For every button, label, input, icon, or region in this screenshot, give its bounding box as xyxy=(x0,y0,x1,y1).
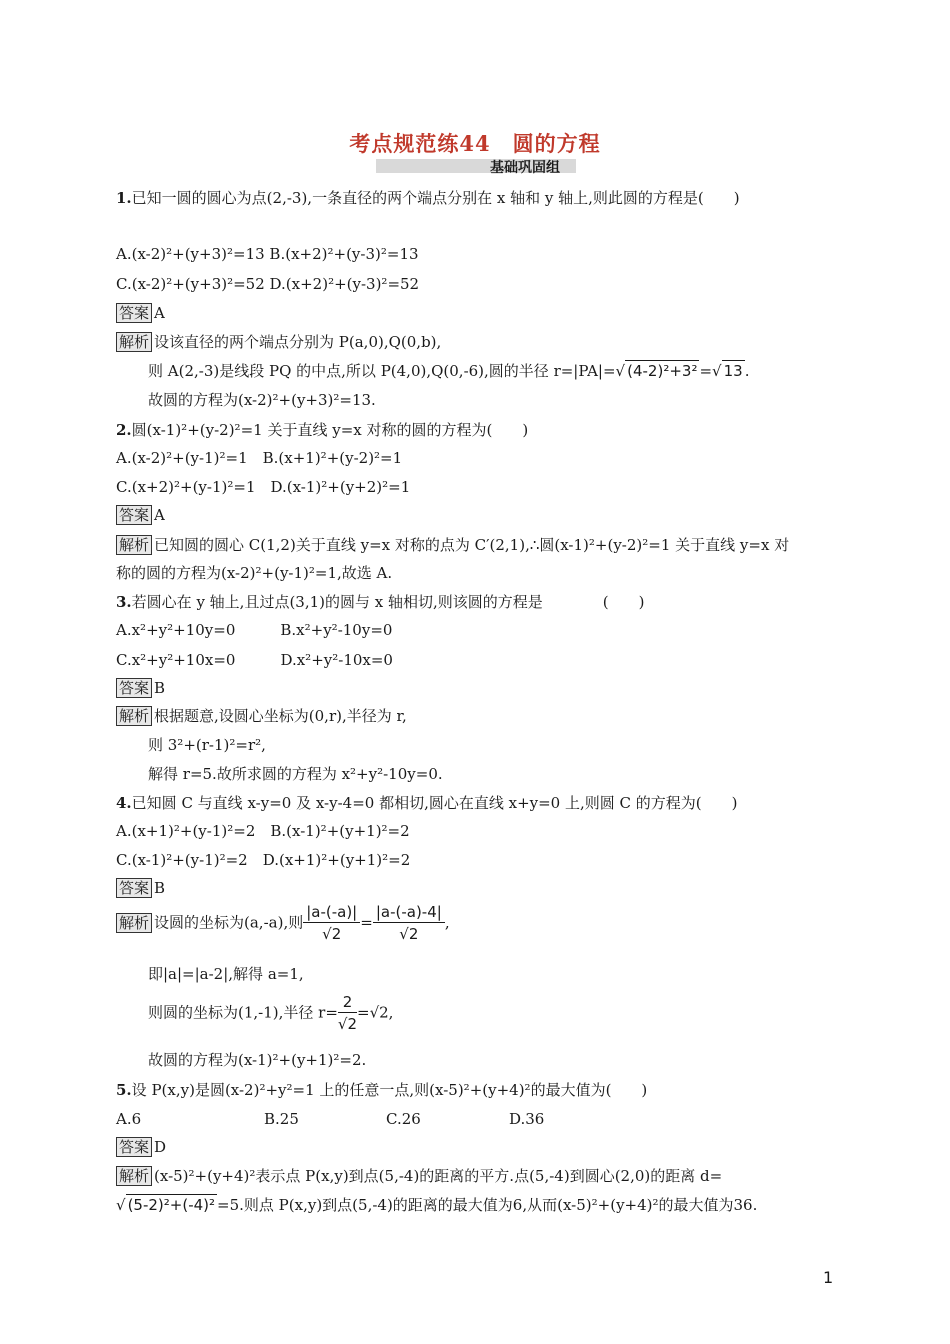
q4-analysis-2: 即|a|=|a-2|,解得 a=1, xyxy=(148,965,304,983)
analysis-text: 设圆的坐标为(a,-a),则 xyxy=(154,913,304,932)
q3-options-ab: A.x²+y²+10y=0 B.x²+y²-10y=0 xyxy=(116,621,393,639)
question-3 xyxy=(116,592,644,612)
comma: , xyxy=(444,913,450,932)
answer-tag: 答案 xyxy=(116,878,152,898)
question-number: 5. xyxy=(116,1081,132,1099)
analysis-text: 设该直径的两个端点分别为 P(a,0),Q(0,b), xyxy=(154,333,442,351)
question-number: 2. xyxy=(116,421,132,439)
q2-analysis-1 xyxy=(116,535,789,555)
q1-options-ab: A.(x-2)²+(y+3)²=13 B.(x+2)²+(y-3)²=13 xyxy=(116,245,419,263)
fraction-numerator: |a-(-a)-4| xyxy=(373,902,445,923)
fraction xyxy=(373,902,445,945)
q4-analysis-1 xyxy=(116,902,450,945)
fraction-numerator: 2 xyxy=(338,992,357,1013)
answer-tag: 答案 xyxy=(116,303,152,323)
question-number: 4. xyxy=(116,794,132,812)
q5-analysis-1 xyxy=(116,1166,722,1186)
q2-options-ab: A.(x-2)²+(y-1)²=1 B.(x+1)²+(y-2)²=1 xyxy=(116,449,403,467)
analysis-text: (x-5)²+(y+4)²表示点 P(x,y)到点(5,-4)的距离的平方.点(5,-4)到圆心(2,0)的距离 d= xyxy=(154,1167,723,1185)
period: . xyxy=(744,362,750,380)
equals-sign: = xyxy=(699,362,713,380)
analysis-text: 则 A(2,-3)是线段 PQ 的中点,所以 P(4,0),Q(0,-6),圆的半径 r=|PA|= xyxy=(148,362,616,380)
analysis-text: 根据题意,设圆心坐标为(0,r),半径为 r, xyxy=(154,707,407,725)
fraction-numerator: |a-(-a)| xyxy=(303,902,360,923)
answer-tag: 答案 xyxy=(116,505,152,525)
q4-analysis-4: 故圆的方程为(x-1)²+(y+1)²=2. xyxy=(148,1051,367,1069)
q4-analysis-3 xyxy=(148,992,393,1035)
q1-analysis-3: 故圆的方程为(x-2)²+(y+3)²=13. xyxy=(148,391,376,409)
answer-value: D xyxy=(154,1138,167,1156)
answer-value: A xyxy=(154,304,165,322)
equals-sign: = xyxy=(360,913,373,932)
question-stem: 若圆心在 y 轴上,且过点(3,1)的圆与 x 轴相切,则该圆的方程是 ( ) xyxy=(131,593,645,611)
q4-answer xyxy=(116,878,165,898)
fraction-denominator: √2 xyxy=(399,925,419,943)
analysis-tag: 解析 xyxy=(116,535,152,555)
q5-analysis-2: √ (5-2)²+(-4)² =5.则点 P(x,y)到点(5,-4)的距离的最大值为6,从而(x-5)²+(y+4)²的最大值为36. xyxy=(116,1196,758,1214)
question-stem: 已知一圆的圆心为点(2,-3),一条直径的两个端点分别在 x 轴和 y 轴上,则此圆的方程是( ) xyxy=(131,189,740,207)
analysis-tag: 解析 xyxy=(116,332,152,352)
question-number: 3. xyxy=(116,593,132,611)
q1-analysis-1 xyxy=(116,332,441,352)
q4-options-ab: A.(x+1)²+(y-1)²=2 B.(x-1)²+(y+1)²=2 xyxy=(116,822,410,840)
q3-analysis-1 xyxy=(116,706,407,726)
question-number: 1. xyxy=(116,189,132,207)
sqrt-expression: 13 xyxy=(723,362,743,380)
q3-analysis-2: 则 3²+(r-1)²=r², xyxy=(148,736,266,754)
q4-options-cd: C.(x-1)²+(y-1)²=2 D.(x+1)²+(y+1)²=2 xyxy=(116,851,411,869)
q5-option-c: C.26 xyxy=(386,1110,421,1128)
q2-options-cd: C.(x+2)²+(y-1)²=1 D.(x-1)²+(y+2)²=1 xyxy=(116,478,411,496)
sqrt-result: =√2, xyxy=(357,1003,394,1022)
section-subtitle: 基础巩固组 xyxy=(490,160,560,176)
answer-value: A xyxy=(154,506,165,524)
question-1 xyxy=(116,188,740,208)
page-number: 1 xyxy=(823,1268,834,1287)
q1-answer xyxy=(116,303,165,323)
q5-answer xyxy=(116,1137,166,1157)
fraction xyxy=(303,902,360,945)
analysis-text: 已知圆的圆心 C(1,2)关于直线 y=x 对称的点为 C′(2,1),∴圆(x-1)²+(y-2)²=1 关于直线 y=x 对 xyxy=(154,536,790,554)
q2-answer xyxy=(116,505,165,525)
question-stem: 设 P(x,y)是圆(x-2)²+y²=1 上的任意一点,则(x-5)²+(y+4)²的最大值为( ) xyxy=(131,1081,648,1099)
q3-answer xyxy=(116,678,165,698)
q3-options-cd: C.x²+y²+10x=0 D.x²+y²-10x=0 xyxy=(116,651,393,669)
answer-value: B xyxy=(154,679,166,697)
q2-analysis-2: 称的圆的方程为(x-2)²+(y-1)²=1,故选 A. xyxy=(116,564,393,582)
page-title: 考点规范练44 圆的方程 xyxy=(349,131,601,156)
fraction-denominator: √2 xyxy=(337,1015,358,1033)
question-stem: 已知圆 C 与直线 x-y=0 及 x-y-4=0 都相切,圆心在直线 x+y=0 上,则圆 C 的方程为( ) xyxy=(131,794,738,812)
analysis-text: 则圆的坐标为(1,-1),半径 r= xyxy=(148,1003,338,1022)
fraction-denominator: √2 xyxy=(322,925,342,943)
fraction xyxy=(338,992,357,1035)
q1-options-cd: C.(x-2)²+(y+3)²=52 D.(x+2)²+(y-3)²=52 xyxy=(116,275,420,293)
question-stem: 圆(x-1)²+(y-2)²=1 关于直线 y=x 对称的圆的方程为( ) xyxy=(131,421,529,439)
answer-value: B xyxy=(154,879,166,897)
question-5 xyxy=(116,1080,647,1100)
q5-option-a: A.6 xyxy=(116,1110,142,1128)
question-4 xyxy=(116,793,737,813)
analysis-text: =5.则点 P(x,y)到点(5,-4)的距离的最大值为6,从而(x-5)²+(y+4)²的最大值为36. xyxy=(217,1196,758,1214)
q3-analysis-3: 解得 r=5.故所求圆的方程为 x²+y²-10y=0. xyxy=(148,765,443,783)
q5-option-b: B.25 xyxy=(264,1110,299,1128)
analysis-tag: 解析 xyxy=(116,913,152,933)
question-2 xyxy=(116,420,528,440)
analysis-tag: 解析 xyxy=(116,706,152,726)
sqrt-expression: (5-2)²+(-4)² xyxy=(127,1196,216,1214)
q1-analysis-2: 则 A(2,-3)是线段 PQ 的中点,所以 P(4,0),Q(0,-6),圆的半径 r=|PA|=√ (4-2)²+3² =√ 13 . xyxy=(148,362,750,380)
answer-tag: 答案 xyxy=(116,1137,152,1157)
sqrt-expression: (4-2)²+3² xyxy=(627,362,698,380)
q5-option-d: D.36 xyxy=(509,1110,545,1128)
analysis-tag: 解析 xyxy=(116,1166,152,1186)
answer-tag: 答案 xyxy=(116,678,152,698)
